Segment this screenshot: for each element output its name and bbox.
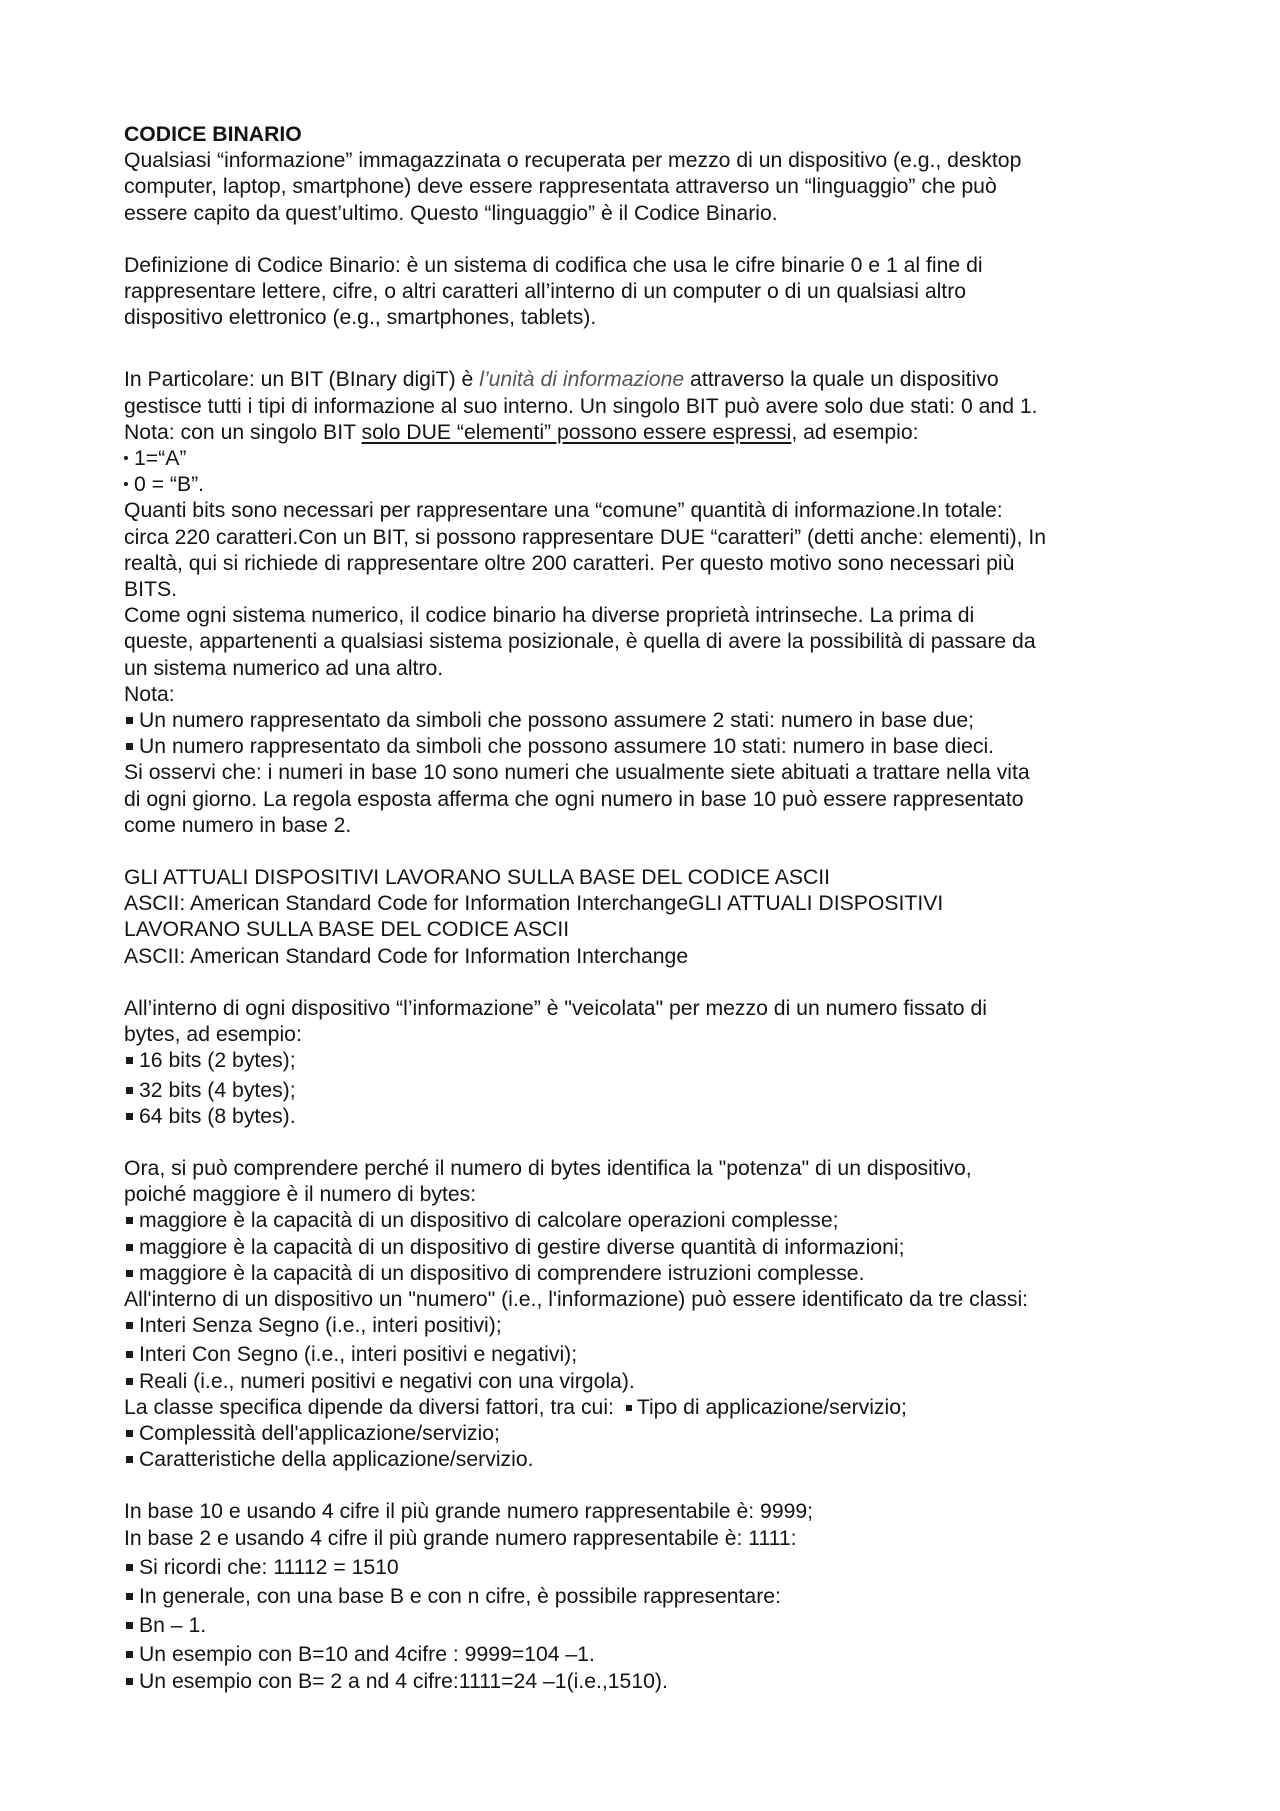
- ascii-line: ASCII: American Standard Code for Information InterchangeGLI ATTUALI DISPOSITIVI: [124, 892, 944, 916]
- list-item: [124, 1078, 1164, 1104]
- list-item: [124, 1235, 1164, 1261]
- quanti-line: circa 220 caratteri.Con un BIT, si possono rappresentare DUE “caratteri” (detti anche: elementi), In: [124, 525, 1047, 549]
- square-bullet-icon: [126, 743, 133, 750]
- list-item-text: Complessità dell'applicazione/servizio;: [139, 1421, 500, 1445]
- fattori-line: [124, 1395, 1164, 1421]
- list-item: [124, 1342, 1164, 1368]
- square-bullet-icon: [126, 1456, 133, 1463]
- list-item: [124, 1447, 1164, 1473]
- list-item: [124, 1613, 1164, 1639]
- bytes-intro-line: bytes, ad esempio:: [124, 1023, 302, 1047]
- definition-line: Definizione di Codice Binario: è un sistema di codifica che usa le cifre binarie 0 e 1 al fine di: [124, 253, 983, 277]
- quanti-line: Nota:: [124, 682, 175, 706]
- list-item: [124, 1369, 1164, 1395]
- fattori-first-item: Tipo di applicazione/servizio;: [636, 1395, 907, 1419]
- list-item-text: Interi Senza Segno (i.e., interi positivi);: [139, 1314, 502, 1338]
- list-item-text: In generale, con una base B e con n cifre, è possibile rappresentare:: [139, 1584, 781, 1608]
- document-page: [124, 122, 1164, 1695]
- bullet-dot-icon: [124, 482, 128, 486]
- fattori-text: La classe specifica dipende da diversi fattori, tra cui:: [124, 1395, 620, 1419]
- list-item: [124, 1642, 1164, 1668]
- list-item-text: maggiore è la capacità di un dispositivo di gestire diverse quantità di informazioni;: [139, 1235, 905, 1259]
- list-item: [124, 1048, 1164, 1074]
- square-bullet-icon: [126, 1593, 133, 1600]
- quanti-line: Come ogni sistema numerico, il codice binario ha diverse proprietà intrinseche. La prima di: [124, 604, 975, 628]
- list-item-text: 16 bits (2 bytes);: [139, 1049, 296, 1073]
- square-bullet-icon: [126, 1651, 133, 1658]
- potenza-line: Ora, si può comprendere perché il numero di bytes identifica la "potenza" di un dispositivo,: [124, 1156, 972, 1180]
- osservi-line: Si osservi che: i numeri in base 10 sono numeri che usualmente siete abituati a trattare nella vita: [124, 761, 1030, 785]
- square-bullet-icon: [126, 1378, 133, 1385]
- list-item: [124, 708, 1164, 734]
- classi-intro-line: All'interno di un dispositivo un "numero" (i.e., l'informazione) può essere identificato da tre classi:: [124, 1287, 1029, 1311]
- ascii-line: ASCII: American Standard Code for Information Interchange: [124, 944, 689, 968]
- list-item-text: 32 bits (4 bytes);: [139, 1078, 296, 1102]
- list-item: [124, 1555, 1164, 1581]
- unita-informazione-italic: l’unità di informazione: [479, 368, 685, 392]
- list-item: [124, 1104, 1164, 1130]
- square-bullet-icon: [126, 1113, 133, 1120]
- particolare-text: attraverso la quale un dispositivo: [684, 368, 999, 392]
- quanti-line: Quanti bits sono necessari per rappresentare una “comune” quantità di informazione.In totale:: [124, 499, 1003, 523]
- square-bullet-icon: [126, 1430, 133, 1437]
- square-bullet-icon: [126, 1244, 133, 1251]
- square-bullet-icon: [126, 1217, 133, 1224]
- square-bullet-icon: [126, 1087, 133, 1094]
- square-bullet-icon: [126, 1270, 133, 1277]
- list-item-text: Bn – 1.: [139, 1614, 207, 1638]
- intro-line: computer, laptop, smartphone) deve essere rappresentata attraverso un “linguaggio” che può: [124, 175, 997, 199]
- particolare-text: In Particolare: un BIT (BInary digiT) è: [124, 368, 480, 392]
- particolare-line: gestisce tutti i tipi di informazione al suo interno. Un singolo BIT può avere solo due stati: 0 and 1.: [124, 394, 1038, 418]
- quanti-line: un sistema numerico ad una altro.: [124, 656, 444, 680]
- square-bullet-icon: [126, 1057, 133, 1064]
- list-item-text: 64 bits (8 bytes).: [139, 1104, 296, 1128]
- example-item: [124, 446, 1164, 472]
- list-item-text: Reali (i.e., numeri positivi e negativi con una virgola).: [139, 1369, 635, 1393]
- square-bullet-icon: [126, 1322, 133, 1329]
- square-bullet-icon: [126, 717, 133, 724]
- quanti-line: BITS.: [124, 578, 177, 602]
- square-bullet-icon: [126, 1564, 133, 1571]
- list-item-text: Un esempio con B= 2 a nd 4 cifre:1111=24 –1(i.e.,1510).: [139, 1669, 668, 1693]
- quanti-line: realtà, qui si richiede di rappresentare oltre 200 caratteri. Per questo motivo sono necessari più: [124, 551, 1015, 575]
- list-item-text: Interi Con Segno (i.e., interi positivi e negativi);: [139, 1343, 578, 1367]
- list-item-text: Un numero rappresentato da simboli che possono assumere 10 stati: numero in base dieci.: [139, 735, 995, 759]
- nota-text: Nota: con un singolo BIT: [124, 420, 362, 444]
- list-item-text: maggiore è la capacità di un dispositivo di calcolare operazioni complesse;: [139, 1209, 839, 1233]
- list-item: [124, 1208, 1164, 1234]
- list-item: [124, 1421, 1164, 1447]
- potenza-line: poiché maggiore è il numero di bytes:: [124, 1183, 477, 1207]
- list-item: [124, 734, 1164, 760]
- osservi-line: di ogni giorno. La regola esposta afferma che ogni numero in base 10 può essere rappresentato: [124, 787, 1024, 811]
- osservi-line: come numero in base 2.: [124, 813, 352, 837]
- list-item-text: maggiore è la capacità di un dispositivo di comprendere istruzioni complesse.: [139, 1261, 865, 1285]
- document-title: CODICE BINARIO: [124, 123, 302, 146]
- list-item: [124, 1584, 1164, 1610]
- ascii-line: LAVORANO SULLA BASE DEL CODICE ASCII: [124, 918, 570, 942]
- square-bullet-icon: [126, 1351, 133, 1358]
- definition-line: dispositivo elettronico (e.g., smartphones, tablets).: [124, 306, 597, 330]
- intro-line: Qualsiasi “informazione” immagazzinata o recuperata per mezzo di un dispositivo (e.g., desktop: [124, 149, 1022, 173]
- list-item-text: Caratteristiche della applicazione/servizio.: [139, 1448, 534, 1472]
- list-item: [124, 1669, 1164, 1695]
- list-item-text: Un esempio con B=10 and 4cifre : 9999=104 –1.: [139, 1643, 595, 1667]
- definition-line: rappresentare lettere, cifre, o altri caratteri all’interno di un computer o di un qualsiasi altro: [124, 280, 967, 304]
- square-bullet-icon: [126, 1622, 133, 1629]
- quanti-line: queste, appartenenti a qualsiasi sistema posizionale, è quella di avere la possibilità di passare da: [124, 630, 1036, 654]
- bytes-intro-line: All’interno di ogni dispositivo “l’informazione” è "veicolata" per mezzo di un numero fissato di: [124, 996, 987, 1020]
- nota-underlined: solo DUE “elementi” possono essere espressi: [361, 420, 792, 444]
- square-bullet-icon: [626, 1405, 632, 1411]
- list-item-text: Si ricordi che: 11112 = 1510: [139, 1555, 399, 1579]
- list-item-text: Un numero rappresentato da simboli che possono assumere 2 stati: numero in base due;: [139, 709, 975, 733]
- example-item: [124, 472, 1164, 498]
- example-text: 1=“A”: [134, 447, 187, 471]
- list-item: [124, 1261, 1164, 1287]
- base-line: In base 10 e usando 4 cifre il più grande numero rappresentabile è: 9999;: [124, 1500, 814, 1524]
- intro-line: essere capito da quest’ultimo. Questo “linguaggio” è il Codice Binario.: [124, 201, 778, 225]
- particolare-line: [124, 367, 1164, 393]
- list-item: [124, 1313, 1164, 1339]
- ascii-line: GLI ATTUALI DISPOSITIVI LAVORANO SULLA BASE DEL CODICE ASCII: [124, 866, 831, 890]
- base-line: In base 2 e usando 4 cifre il più grande numero rappresentabile è: 1111:: [124, 1526, 797, 1550]
- example-text: 0 = “B”.: [134, 473, 205, 497]
- nota-text: , ad esempio:: [791, 420, 919, 444]
- square-bullet-icon: [126, 1678, 133, 1685]
- bullet-dot-icon: [124, 456, 128, 460]
- nota-line: [124, 420, 1164, 446]
